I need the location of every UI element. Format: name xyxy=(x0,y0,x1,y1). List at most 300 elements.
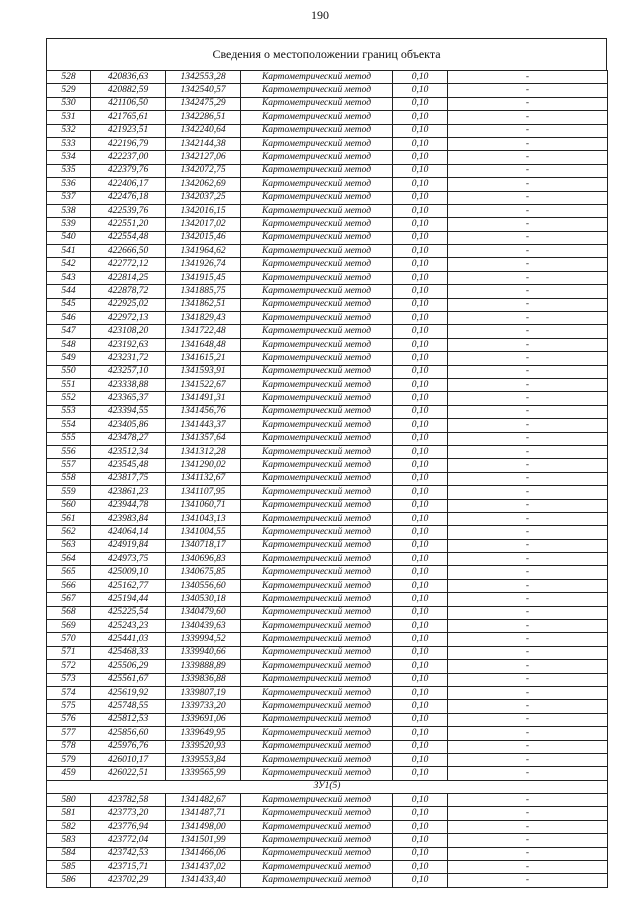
accuracy-cell: 0,10 xyxy=(393,204,448,217)
method-cell: Картометрический метод xyxy=(241,365,393,378)
point-number-cell: 579 xyxy=(47,753,91,766)
method-cell: Картометрический метод xyxy=(241,820,393,833)
accuracy-cell: 0,10 xyxy=(393,861,448,874)
point-number-cell: 581 xyxy=(47,807,91,820)
accuracy-cell: 0,10 xyxy=(393,472,448,485)
method-cell: Картометрический метод xyxy=(241,620,393,633)
point-number-cell: 574 xyxy=(47,686,91,699)
y-coordinate-cell: 1341456,76 xyxy=(166,405,241,418)
method-cell: Картометрический метод xyxy=(241,740,393,753)
table-row xyxy=(47,111,608,124)
method-cell: Картометрический метод xyxy=(241,459,393,472)
x-coordinate-cell: 423715,71 xyxy=(91,861,166,874)
description-cell: - xyxy=(448,713,608,726)
table-row xyxy=(47,459,608,472)
x-coordinate-cell: 424973,75 xyxy=(91,553,166,566)
page-number: 190 xyxy=(311,8,329,22)
y-coordinate-cell: 1340439,63 xyxy=(166,620,241,633)
table-row xyxy=(47,486,608,499)
table-row xyxy=(47,325,608,338)
description-cell: - xyxy=(448,834,608,847)
table-row xyxy=(47,258,608,271)
method-cell: Картометрический метод xyxy=(241,124,393,137)
point-number-cell: 572 xyxy=(47,660,91,673)
x-coordinate-cell: 424064,14 xyxy=(91,526,166,539)
y-coordinate-cell: 1339691,06 xyxy=(166,713,241,726)
method-cell: Картометрический метод xyxy=(241,258,393,271)
point-number-cell: 576 xyxy=(47,713,91,726)
point-number-cell: 544 xyxy=(47,285,91,298)
y-coordinate-cell: 1339733,20 xyxy=(166,700,241,713)
accuracy-cell: 0,10 xyxy=(393,767,448,780)
x-coordinate-cell: 423772,04 xyxy=(91,834,166,847)
accuracy-cell: 0,10 xyxy=(393,151,448,164)
point-number-cell: 537 xyxy=(47,191,91,204)
table-row xyxy=(47,646,608,659)
description-cell: - xyxy=(448,178,608,191)
accuracy-cell: 0,10 xyxy=(393,593,448,606)
y-coordinate-cell: 1342475,29 xyxy=(166,97,241,110)
method-cell: Картометрический метод xyxy=(241,566,393,579)
method-cell: Картометрический метод xyxy=(241,539,393,552)
x-coordinate-cell: 423108,20 xyxy=(91,325,166,338)
accuracy-cell: 0,10 xyxy=(393,325,448,338)
y-coordinate-cell: 1341482,67 xyxy=(166,794,241,807)
y-coordinate-cell: 1342286,51 xyxy=(166,111,241,124)
x-coordinate-cell: 422476,18 xyxy=(91,191,166,204)
point-number-cell: 546 xyxy=(47,312,91,325)
method-cell: Картометрический метод xyxy=(241,231,393,244)
point-number-cell: 568 xyxy=(47,606,91,619)
method-cell: Картометрический метод xyxy=(241,593,393,606)
description-cell: - xyxy=(448,553,608,566)
accuracy-cell: 0,10 xyxy=(393,526,448,539)
accuracy-cell: 0,10 xyxy=(393,512,448,525)
description-cell: - xyxy=(448,620,608,633)
description-cell: - xyxy=(448,606,608,619)
point-number-cell: 549 xyxy=(47,352,91,365)
y-coordinate-cell: 1341615,21 xyxy=(166,352,241,365)
x-coordinate-cell: 420836,63 xyxy=(91,71,166,84)
y-coordinate-cell: 1341915,45 xyxy=(166,271,241,284)
x-coordinate-cell: 425748,55 xyxy=(91,700,166,713)
y-coordinate-cell: 1341060,71 xyxy=(166,499,241,512)
point-number-cell: 566 xyxy=(47,579,91,592)
accuracy-cell: 0,10 xyxy=(393,164,448,177)
point-number-cell: 531 xyxy=(47,111,91,124)
table-row xyxy=(47,834,608,847)
section-title: Сведения о местоположении границ объекта xyxy=(46,38,607,70)
table-row xyxy=(47,164,608,177)
coordinates-table xyxy=(46,70,608,888)
table-row xyxy=(47,633,608,646)
y-coordinate-cell: 1341501,99 xyxy=(166,834,241,847)
method-cell: Картометрический метод xyxy=(241,432,393,445)
table-row xyxy=(47,740,608,753)
description-cell: - xyxy=(448,593,608,606)
description-cell: - xyxy=(448,633,608,646)
point-number-cell: 545 xyxy=(47,298,91,311)
point-number-cell: 565 xyxy=(47,566,91,579)
point-number-cell: 557 xyxy=(47,459,91,472)
method-cell: Картометрический метод xyxy=(241,700,393,713)
y-coordinate-cell: 1339940,66 xyxy=(166,646,241,659)
accuracy-cell: 0,10 xyxy=(393,620,448,633)
point-number-cell: 564 xyxy=(47,553,91,566)
point-number-cell: 575 xyxy=(47,700,91,713)
y-coordinate-cell: 1341004,55 xyxy=(166,526,241,539)
accuracy-cell: 0,10 xyxy=(393,245,448,258)
y-coordinate-cell: 1342553,28 xyxy=(166,71,241,84)
point-number-cell: 533 xyxy=(47,137,91,150)
y-coordinate-cell: 1340530,18 xyxy=(166,593,241,606)
method-cell: Картометрический метод xyxy=(241,486,393,499)
x-coordinate-cell: 422814,25 xyxy=(91,271,166,284)
x-coordinate-cell: 422878,72 xyxy=(91,285,166,298)
accuracy-cell: 0,10 xyxy=(393,365,448,378)
accuracy-cell: 0,10 xyxy=(393,740,448,753)
table-row xyxy=(47,874,608,887)
method-cell: Картометрический метод xyxy=(241,713,393,726)
y-coordinate-cell: 1342144,38 xyxy=(166,137,241,150)
point-number-cell: 573 xyxy=(47,673,91,686)
accuracy-cell: 0,10 xyxy=(393,338,448,351)
table-row xyxy=(47,526,608,539)
y-coordinate-cell: 1341466,06 xyxy=(166,847,241,860)
description-cell: - xyxy=(448,285,608,298)
accuracy-cell: 0,10 xyxy=(393,432,448,445)
table-row xyxy=(47,218,608,231)
description-cell: - xyxy=(448,419,608,432)
point-number-cell: 567 xyxy=(47,593,91,606)
table-row xyxy=(47,419,608,432)
point-number-cell: 534 xyxy=(47,151,91,164)
table-row xyxy=(47,338,608,351)
method-cell: Картометрический метод xyxy=(241,405,393,418)
accuracy-cell: 0,10 xyxy=(393,553,448,566)
method-cell: Картометрический метод xyxy=(241,753,393,766)
description-cell: - xyxy=(448,660,608,673)
description-cell: - xyxy=(448,111,608,124)
description-cell: - xyxy=(448,646,608,659)
description-cell: - xyxy=(448,271,608,284)
table-row xyxy=(47,499,608,512)
accuracy-cell: 0,10 xyxy=(393,566,448,579)
point-number-cell: 539 xyxy=(47,218,91,231)
accuracy-cell: 0,10 xyxy=(393,271,448,284)
description-cell: - xyxy=(448,807,608,820)
method-cell: Картометрический метод xyxy=(241,325,393,338)
x-coordinate-cell: 425225,54 xyxy=(91,606,166,619)
table-row xyxy=(47,753,608,766)
description-cell: - xyxy=(448,352,608,365)
y-coordinate-cell: 1341290,02 xyxy=(166,459,241,472)
y-coordinate-cell: 1341648,48 xyxy=(166,338,241,351)
accuracy-cell: 0,10 xyxy=(393,218,448,231)
x-coordinate-cell: 423405,86 xyxy=(91,419,166,432)
y-coordinate-cell: 1340675,85 xyxy=(166,566,241,579)
method-cell: Картометрический метод xyxy=(241,178,393,191)
accuracy-cell: 0,10 xyxy=(393,71,448,84)
y-coordinate-cell: 1341437,02 xyxy=(166,861,241,874)
accuracy-cell: 0,10 xyxy=(393,673,448,686)
x-coordinate-cell: 425812,53 xyxy=(91,713,166,726)
x-coordinate-cell: 423478,27 xyxy=(91,432,166,445)
method-cell: Картометрический метод xyxy=(241,807,393,820)
y-coordinate-cell: 1342016,15 xyxy=(166,204,241,217)
table-row xyxy=(47,137,608,150)
description-cell: - xyxy=(448,164,608,177)
table-row xyxy=(47,231,608,244)
table-row xyxy=(47,579,608,592)
point-number-cell: 540 xyxy=(47,231,91,244)
accuracy-cell: 0,10 xyxy=(393,258,448,271)
table-row xyxy=(47,686,608,699)
accuracy-cell: 0,10 xyxy=(393,539,448,552)
description-cell: - xyxy=(448,753,608,766)
description-cell: - xyxy=(448,365,608,378)
table-row xyxy=(47,84,608,97)
y-coordinate-cell: 1341443,37 xyxy=(166,419,241,432)
accuracy-cell: 0,10 xyxy=(393,727,448,740)
method-cell: Картометрический метод xyxy=(241,378,393,391)
x-coordinate-cell: 422551,20 xyxy=(91,218,166,231)
accuracy-cell: 0,10 xyxy=(393,633,448,646)
x-coordinate-cell: 425468,33 xyxy=(91,646,166,659)
x-coordinate-cell: 423702,29 xyxy=(91,874,166,887)
table-row xyxy=(47,352,608,365)
accuracy-cell: 0,10 xyxy=(393,499,448,512)
method-cell: Картометрический метод xyxy=(241,285,393,298)
point-number-cell: 551 xyxy=(47,378,91,391)
accuracy-cell: 0,10 xyxy=(393,700,448,713)
accuracy-cell: 0,10 xyxy=(393,606,448,619)
method-cell: Картометрический метод xyxy=(241,352,393,365)
y-coordinate-cell: 1341107,95 xyxy=(166,486,241,499)
accuracy-cell: 0,10 xyxy=(393,111,448,124)
description-cell: - xyxy=(448,338,608,351)
method-cell: Картометрический метод xyxy=(241,164,393,177)
table-row xyxy=(47,539,608,552)
y-coordinate-cell: 1342127,06 xyxy=(166,151,241,164)
description-cell: - xyxy=(448,218,608,231)
method-cell: Картометрический метод xyxy=(241,191,393,204)
table-row xyxy=(47,861,608,874)
description-cell: - xyxy=(448,686,608,699)
accuracy-cell: 0,10 xyxy=(393,419,448,432)
description-cell: - xyxy=(448,204,608,217)
y-coordinate-cell: 1341491,31 xyxy=(166,392,241,405)
point-number-cell: 535 xyxy=(47,164,91,177)
point-number-cell: 543 xyxy=(47,271,91,284)
y-coordinate-cell: 1342017,02 xyxy=(166,218,241,231)
y-coordinate-cell: 1341043,13 xyxy=(166,512,241,525)
table-row xyxy=(47,673,608,686)
point-number-cell: 584 xyxy=(47,847,91,860)
point-number-cell: 542 xyxy=(47,258,91,271)
point-number-cell: 561 xyxy=(47,512,91,525)
point-number-cell: 571 xyxy=(47,646,91,659)
description-cell: - xyxy=(448,298,608,311)
accuracy-cell: 0,10 xyxy=(393,97,448,110)
y-coordinate-cell: 1339553,84 xyxy=(166,753,241,766)
table-row xyxy=(47,432,608,445)
point-number-cell: 556 xyxy=(47,445,91,458)
table-row xyxy=(47,593,608,606)
description-cell: - xyxy=(448,740,608,753)
method-cell: Картометрический метод xyxy=(241,767,393,780)
point-number-cell: 530 xyxy=(47,97,91,110)
y-coordinate-cell: 1339994,52 xyxy=(166,633,241,646)
point-number-cell: 560 xyxy=(47,499,91,512)
accuracy-cell: 0,10 xyxy=(393,392,448,405)
method-cell: Картометрический метод xyxy=(241,606,393,619)
description-cell: - xyxy=(448,820,608,833)
x-coordinate-cell: 425162,77 xyxy=(91,579,166,592)
accuracy-cell: 0,10 xyxy=(393,178,448,191)
accuracy-cell: 0,10 xyxy=(393,352,448,365)
point-number-cell: 532 xyxy=(47,124,91,137)
method-cell: Картометрический метод xyxy=(241,834,393,847)
x-coordinate-cell: 425243,23 xyxy=(91,620,166,633)
y-coordinate-cell: 1341722,48 xyxy=(166,325,241,338)
accuracy-cell: 0,10 xyxy=(393,231,448,244)
y-coordinate-cell: 1342072,75 xyxy=(166,164,241,177)
accuracy-cell: 0,10 xyxy=(393,794,448,807)
x-coordinate-cell: 425976,76 xyxy=(91,740,166,753)
y-coordinate-cell: 1342240,64 xyxy=(166,124,241,137)
description-cell: - xyxy=(448,486,608,499)
accuracy-cell: 0,10 xyxy=(393,378,448,391)
table-row xyxy=(47,124,608,137)
y-coordinate-cell: 1341312,28 xyxy=(166,445,241,458)
method-cell: Картометрический метод xyxy=(241,526,393,539)
table-row xyxy=(47,312,608,325)
y-coordinate-cell: 1340479,60 xyxy=(166,606,241,619)
y-coordinate-cell: 1339565,99 xyxy=(166,767,241,780)
accuracy-cell: 0,10 xyxy=(393,834,448,847)
description-cell: - xyxy=(448,472,608,485)
point-number-cell: 558 xyxy=(47,472,91,485)
accuracy-cell: 0,10 xyxy=(393,579,448,592)
y-coordinate-cell: 1339836,88 xyxy=(166,673,241,686)
description-cell: - xyxy=(448,847,608,860)
description-cell: - xyxy=(448,874,608,887)
point-number-cell: 552 xyxy=(47,392,91,405)
point-number-cell: 547 xyxy=(47,325,91,338)
x-coordinate-cell: 423231,72 xyxy=(91,352,166,365)
method-cell: Картометрический метод xyxy=(241,271,393,284)
point-number-cell: 583 xyxy=(47,834,91,847)
x-coordinate-cell: 423545,48 xyxy=(91,459,166,472)
table-row xyxy=(47,713,608,726)
accuracy-cell: 0,10 xyxy=(393,84,448,97)
table-row xyxy=(47,472,608,485)
method-cell: Картометрический метод xyxy=(241,218,393,231)
description-cell: - xyxy=(448,378,608,391)
point-number-cell: 550 xyxy=(47,365,91,378)
table-row xyxy=(47,794,608,807)
accuracy-cell: 0,10 xyxy=(393,847,448,860)
table-row xyxy=(47,151,608,164)
method-cell: Картометрический метод xyxy=(241,847,393,860)
x-coordinate-cell: 425619,92 xyxy=(91,686,166,699)
accuracy-cell: 0,10 xyxy=(393,459,448,472)
y-coordinate-cell: 1339888,89 xyxy=(166,660,241,673)
accuracy-cell: 0,10 xyxy=(393,686,448,699)
x-coordinate-cell: 422379,76 xyxy=(91,164,166,177)
table-row xyxy=(47,392,608,405)
y-coordinate-cell: 1342540,57 xyxy=(166,84,241,97)
method-cell: Картометрический метод xyxy=(241,874,393,887)
accuracy-cell: 0,10 xyxy=(393,753,448,766)
description-cell: - xyxy=(448,258,608,271)
accuracy-cell: 0,10 xyxy=(393,807,448,820)
description-cell: - xyxy=(448,566,608,579)
point-number-cell: 586 xyxy=(47,874,91,887)
accuracy-cell: 0,10 xyxy=(393,191,448,204)
x-coordinate-cell: 422196,79 xyxy=(91,137,166,150)
accuracy-cell: 0,10 xyxy=(393,874,448,887)
accuracy-cell: 0,10 xyxy=(393,312,448,325)
y-coordinate-cell: 1339807,19 xyxy=(166,686,241,699)
table-row xyxy=(47,700,608,713)
point-number-cell: 577 xyxy=(47,727,91,740)
section-label: ЗУ1(5) xyxy=(47,780,608,793)
method-cell: Картометрический метод xyxy=(241,727,393,740)
accuracy-cell: 0,10 xyxy=(393,405,448,418)
method-cell: Картометрический метод xyxy=(241,419,393,432)
accuracy-cell: 0,10 xyxy=(393,285,448,298)
point-number-cell: 585 xyxy=(47,861,91,874)
table-row xyxy=(47,245,608,258)
point-number-cell: 580 xyxy=(47,794,91,807)
table-row xyxy=(47,71,608,84)
table-row xyxy=(47,271,608,284)
x-coordinate-cell: 426022,51 xyxy=(91,767,166,780)
method-cell: Картометрический метод xyxy=(241,245,393,258)
description-cell: - xyxy=(448,191,608,204)
point-number-cell: 528 xyxy=(47,71,91,84)
y-coordinate-cell: 1342015,46 xyxy=(166,231,241,244)
point-number-cell: 548 xyxy=(47,338,91,351)
description-cell: - xyxy=(448,84,608,97)
method-cell: Картометрический метод xyxy=(241,633,393,646)
x-coordinate-cell: 422237,00 xyxy=(91,151,166,164)
table-row xyxy=(47,204,608,217)
table-row xyxy=(47,405,608,418)
point-number-cell: 559 xyxy=(47,486,91,499)
method-cell: Картометрический метод xyxy=(241,137,393,150)
description-cell: - xyxy=(448,445,608,458)
description-cell: - xyxy=(448,673,608,686)
x-coordinate-cell: 423742,53 xyxy=(91,847,166,860)
accuracy-cell: 0,10 xyxy=(393,486,448,499)
table-row xyxy=(47,512,608,525)
description-cell: - xyxy=(448,231,608,244)
y-coordinate-cell: 1341926,74 xyxy=(166,258,241,271)
description-cell: - xyxy=(448,526,608,539)
y-coordinate-cell: 1341964,62 xyxy=(166,245,241,258)
point-number-cell: 554 xyxy=(47,419,91,432)
accuracy-cell: 0,10 xyxy=(393,660,448,673)
method-cell: Картометрический метод xyxy=(241,71,393,84)
description-cell: - xyxy=(448,97,608,110)
x-coordinate-cell: 423782,58 xyxy=(91,794,166,807)
x-coordinate-cell: 425009,10 xyxy=(91,566,166,579)
description-cell: - xyxy=(448,499,608,512)
y-coordinate-cell: 1341829,43 xyxy=(166,312,241,325)
